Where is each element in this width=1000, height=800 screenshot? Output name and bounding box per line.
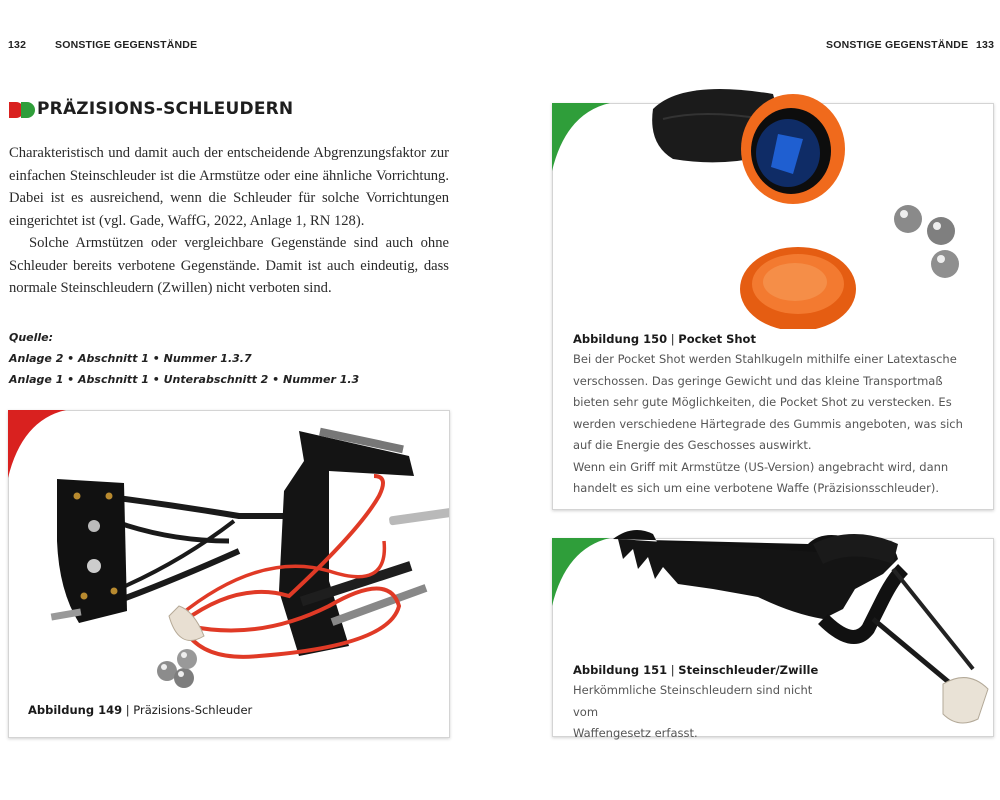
left-running-head: SONSTIGE GEGENSTÄNDE	[55, 39, 198, 51]
figure-150-card	[552, 103, 994, 510]
figure-number: Abbildung 150	[573, 332, 668, 346]
caption-line: Waffengesetz erfasst.	[573, 726, 698, 740]
caption-line: bieten sehr gute Möglichkeiten, die Pocket Shot zu verstecken. Es	[573, 395, 952, 409]
paragraph-2: Solche Armstützen oder vergleichbare Gegenstände sind auch ohne Schleuder bereits verbotene Gegenstände. Damit ist auch eindeutig, dass normale Steinschleudern (Zwillen) nicht verboten sind.	[9, 235, 449, 296]
paragraph-1: Charakteristisch und damit auch der entscheidende Abgrenzungsfaktor zur einfachen Steinschleuder ist die Armstütze oder eine ähnliche Vorrichtung. Dabei ist es ausreichend, wenn die Schleuder für solche Vorrichtungen eingerichtet ist (vgl. Gade, WaffG, 2022, Anlage 1, RN 128).	[9, 145, 449, 229]
pocket-shot-photo-icon	[643, 79, 973, 329]
figure-title: Pocket Shot	[678, 332, 756, 346]
source-item: Anlage 2 • Abschnitt 1 • Nummer 1.3.7	[9, 352, 252, 365]
slingshot-with-armrest-photo-icon	[29, 421, 449, 691]
caption-line: handelt es sich um eine verbotene Waffe (Präzisionsschleuder).	[573, 481, 939, 495]
figure-149-card	[8, 410, 450, 738]
right-running-head: SONSTIGE GEGENSTÄNDE	[826, 39, 969, 51]
figure-150-description	[573, 349, 983, 500]
caption-line: Bei der Pocket Shot werden Stahlkugeln mithilfe einer Latextasche	[573, 352, 957, 366]
figure-number: Abbildung 151	[573, 663, 668, 677]
caption-line: verschossen. Das geringe Gewicht und das kleine Transportmaß	[573, 373, 943, 388]
section-heading	[9, 99, 409, 123]
page-title: PRÄZISIONS-SCHLEUDERN	[37, 99, 294, 119]
caption-line: werden verschiedene Härtegrade des Gummis angeboten, was sich	[573, 416, 963, 431]
figure-150-caption	[573, 332, 756, 346]
double-chevron-icon	[9, 102, 35, 118]
right-page-number: 133	[976, 39, 995, 51]
caption-line: Herkömmliche Steinschleudern sind nicht vom	[573, 683, 813, 719]
caption-line: Wenn ein Griff mit Armstütze (US-Version) angebracht wird, dann	[573, 459, 949, 474]
corner-accent	[552, 103, 612, 173]
caption-line: auf die Energie des Geschosses auswirkt.	[573, 438, 812, 452]
left-page-number: 132	[8, 39, 27, 51]
sources-label: Quelle:	[9, 331, 54, 344]
figure-title: Präzisions-Schleuder	[133, 703, 253, 717]
figure-151-card	[552, 538, 994, 740]
figure-151-description	[573, 680, 833, 745]
figure-149-caption	[28, 703, 252, 717]
source-item: Anlage 1 • Abschnitt 1 • Unterabschnitt 2 • Nummer 1.3	[9, 373, 360, 386]
figure-title: Steinschleuder/Zwille	[678, 663, 819, 677]
figure-number: Abbildung 149	[28, 703, 123, 717]
caption-separator: |	[667, 663, 679, 677]
figure-151-caption	[573, 663, 818, 677]
caption-separator: |	[122, 703, 134, 717]
body-text	[9, 142, 449, 300]
caption-separator: |	[667, 332, 679, 346]
sources-block	[9, 327, 429, 390]
